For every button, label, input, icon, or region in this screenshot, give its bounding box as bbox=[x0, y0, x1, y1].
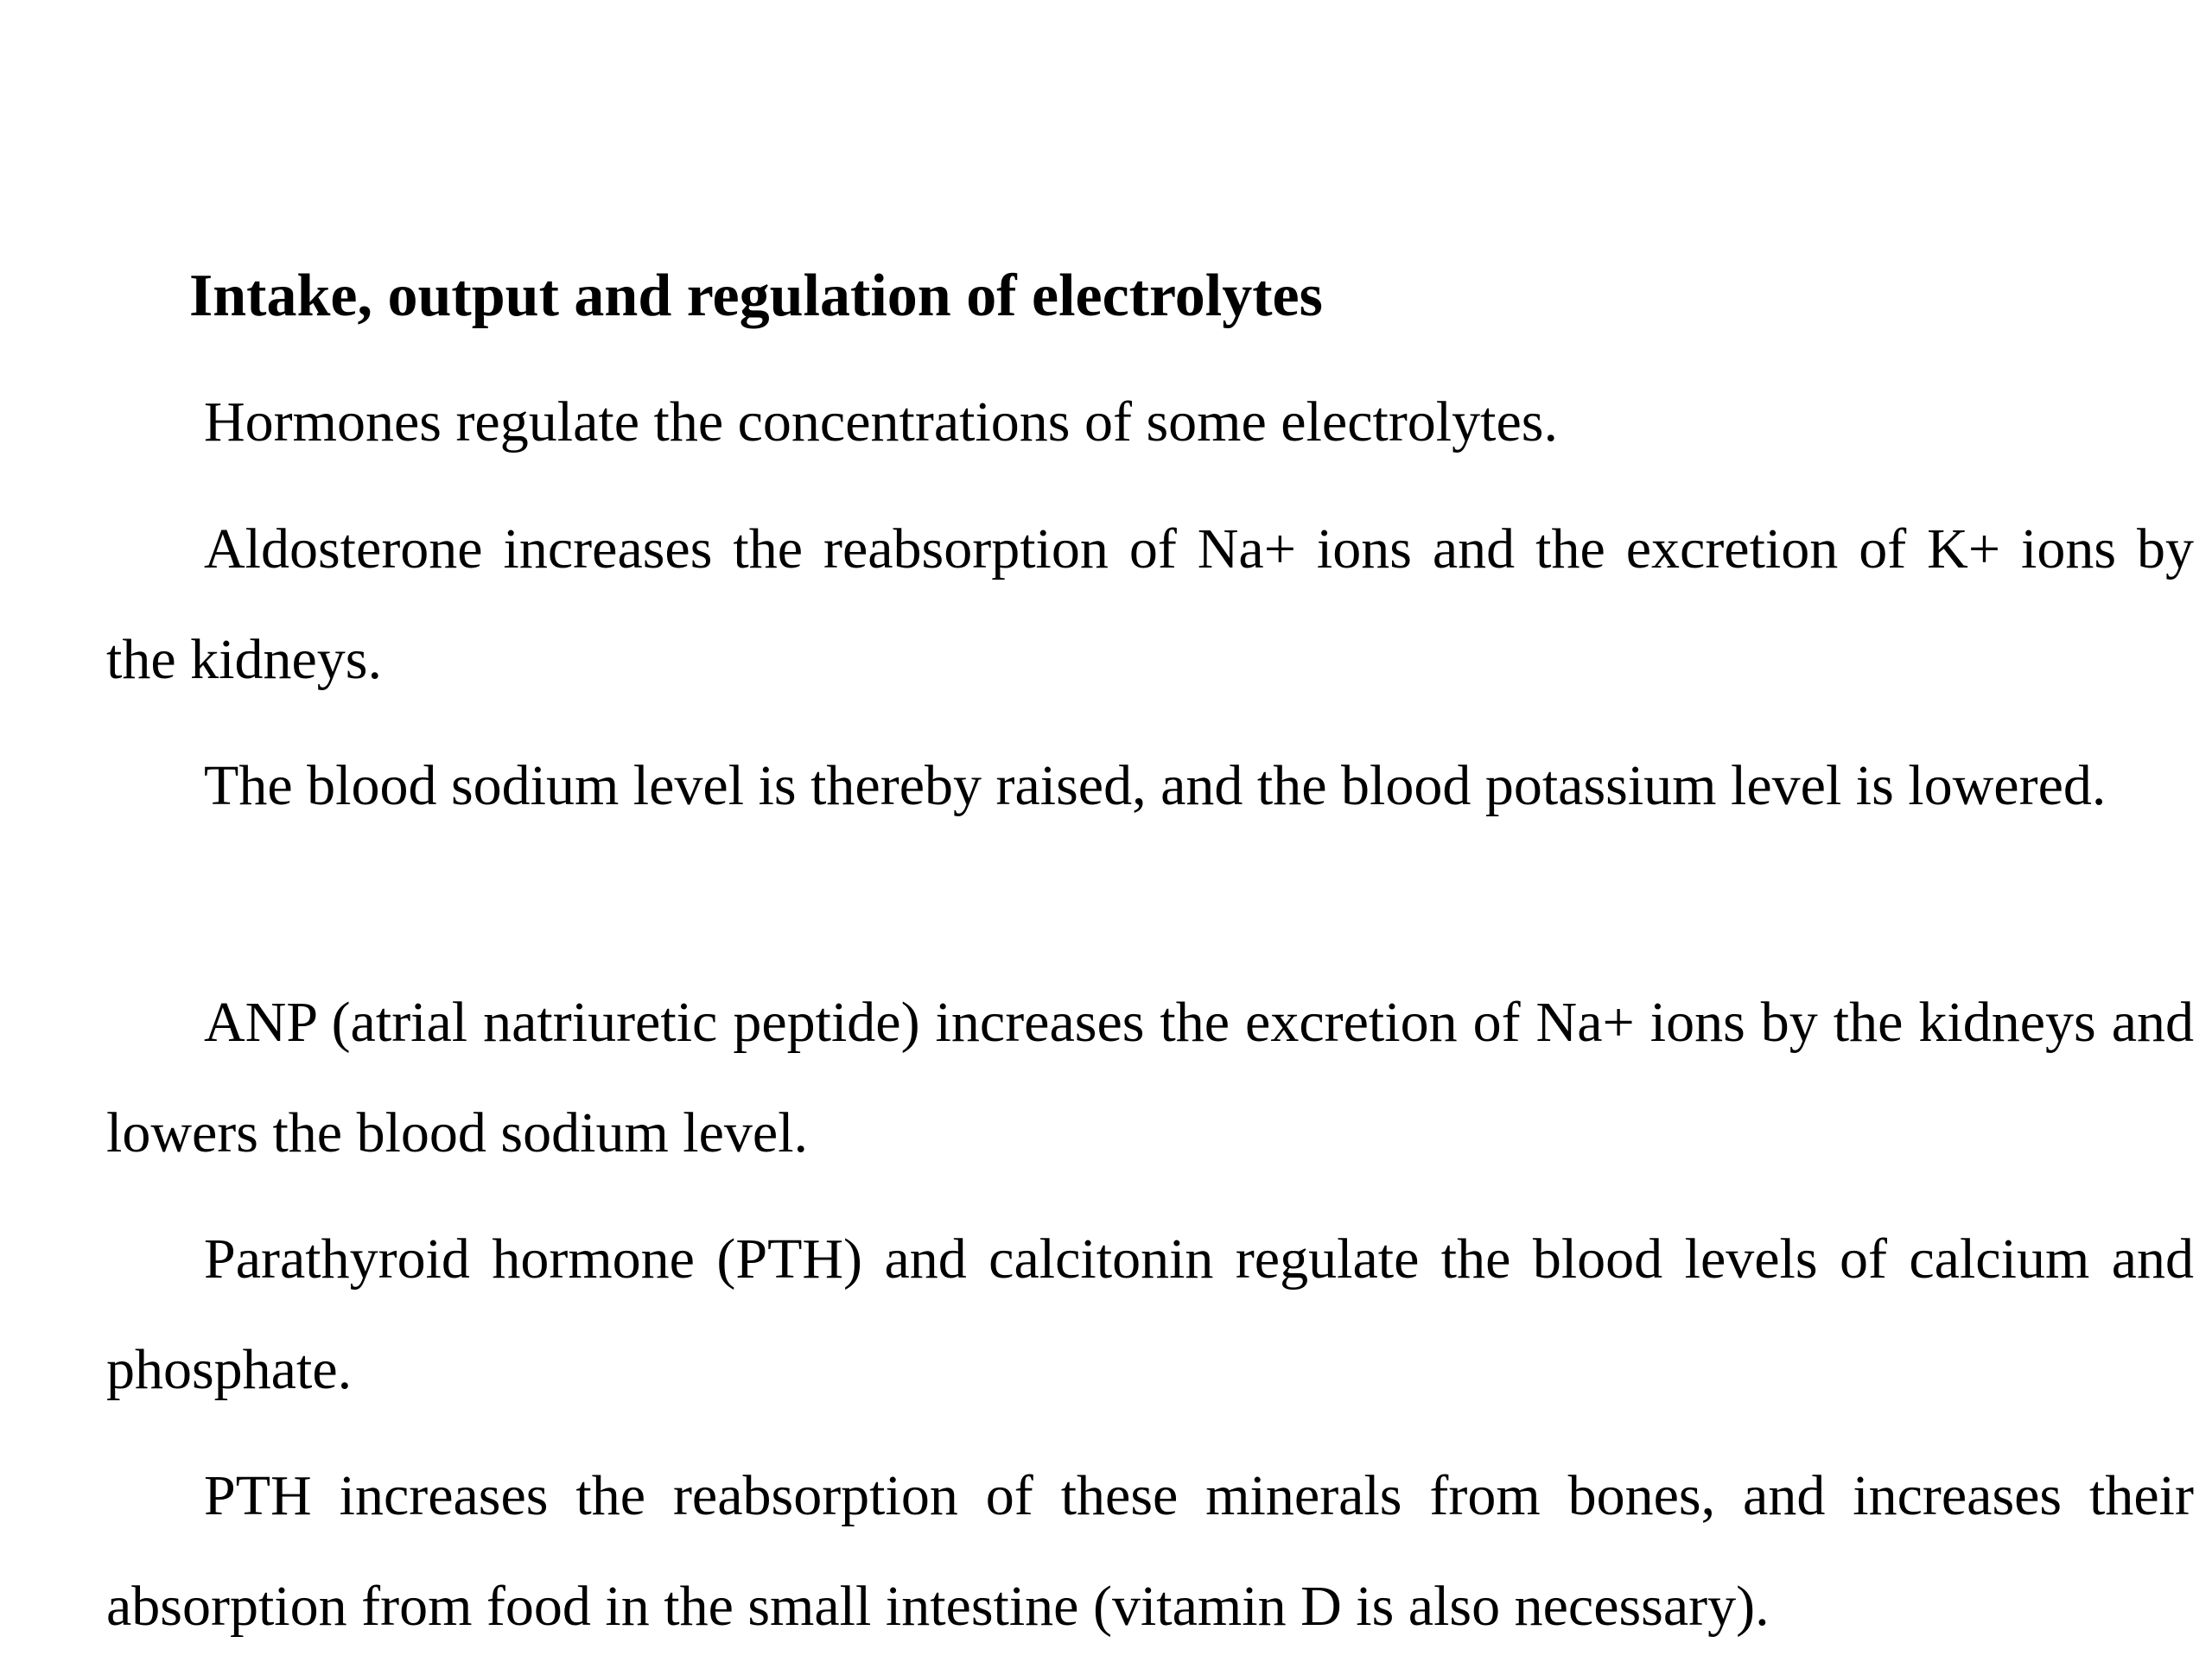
section-heading: Intake, output and regulation of electrolytes bbox=[189, 263, 1323, 329]
paragraph-anp: ANP (atrial natriuretic peptide) increases the excretion of Na+ ions by the kidneys and lowers the blood sodium level. bbox=[106, 991, 2194, 1164]
paragraph-hormones: Hormones regulate the concentrations of some electrolytes. bbox=[204, 390, 1558, 454]
paragraph-pth-absorption: PTH increases the reabsorption of these minerals from bones, and increases their absorption from food in the small intestine (vitamin D is also necessary). bbox=[106, 1464, 2194, 1638]
paragraph-sodium-potassium: The blood sodium level is thereby raised, and the blood potassium level is lowered. bbox=[204, 754, 2107, 817]
paragraph-aldosterone: Aldosterone increases the reabsorption of Na+ ions and the excretion of K+ ions by the kidneys. bbox=[106, 517, 2194, 691]
paragraph-pth-calcitonin: Parathyroid hormone (PTH) and calcitonin regulate the blood levels of calcium and phosphate. bbox=[106, 1227, 2194, 1401]
